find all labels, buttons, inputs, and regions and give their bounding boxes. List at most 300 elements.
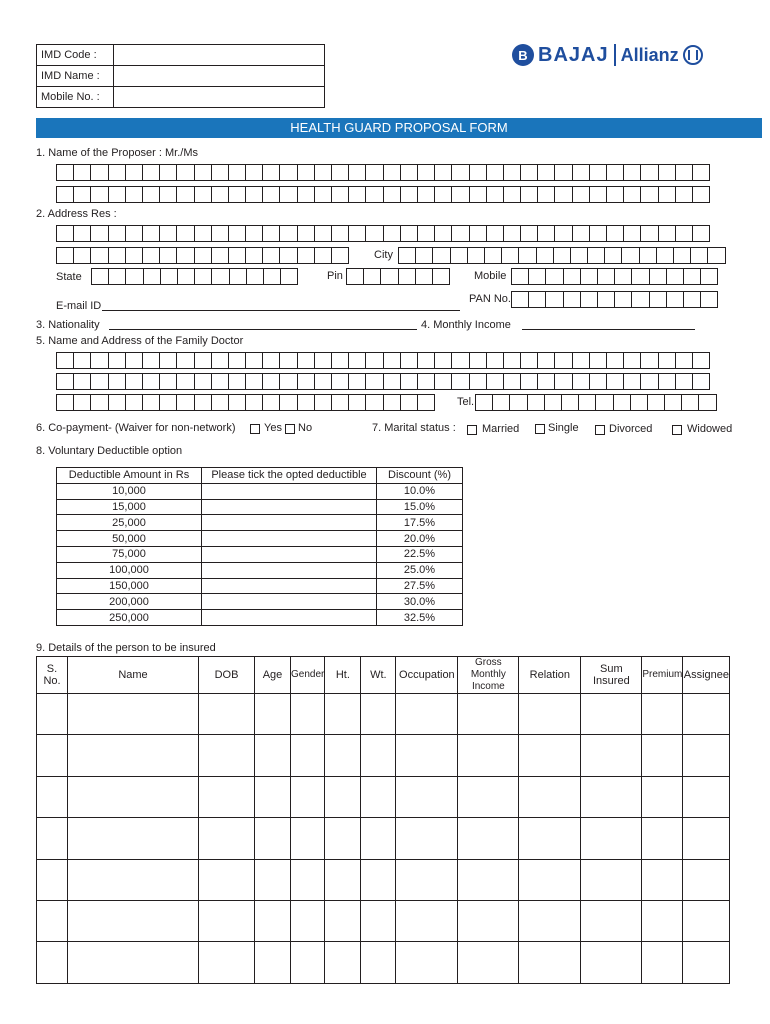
char-box[interactable] bbox=[675, 186, 693, 203]
char-box[interactable] bbox=[469, 186, 487, 203]
char-box[interactable] bbox=[537, 225, 555, 242]
insured-cell[interactable] bbox=[255, 942, 291, 983]
char-box[interactable] bbox=[518, 247, 536, 264]
insured-cell[interactable] bbox=[519, 900, 581, 941]
char-box[interactable] bbox=[554, 352, 572, 369]
insured-cell[interactable] bbox=[361, 694, 396, 735]
char-box[interactable] bbox=[194, 247, 212, 264]
char-box[interactable] bbox=[297, 247, 315, 264]
char-box[interactable] bbox=[613, 394, 631, 411]
char-box[interactable] bbox=[606, 352, 624, 369]
char-box[interactable] bbox=[159, 247, 177, 264]
char-box[interactable] bbox=[589, 186, 607, 203]
char-box[interactable] bbox=[572, 352, 590, 369]
char-box[interactable] bbox=[228, 186, 246, 203]
insured-cell[interactable] bbox=[68, 776, 199, 817]
char-box[interactable] bbox=[56, 394, 74, 411]
insured-cell[interactable] bbox=[37, 859, 68, 900]
char-box[interactable] bbox=[589, 352, 607, 369]
char-box[interactable] bbox=[228, 373, 246, 390]
insured-cell[interactable] bbox=[519, 776, 581, 817]
char-box[interactable] bbox=[56, 373, 74, 390]
char-box[interactable] bbox=[658, 373, 676, 390]
char-box[interactable] bbox=[451, 225, 469, 242]
insured-cell[interactable] bbox=[396, 942, 458, 983]
char-box[interactable] bbox=[279, 373, 297, 390]
char-box[interactable] bbox=[417, 352, 435, 369]
char-box[interactable] bbox=[700, 291, 718, 308]
char-box[interactable] bbox=[606, 225, 624, 242]
char-box[interactable] bbox=[262, 373, 280, 390]
char-box[interactable] bbox=[486, 373, 504, 390]
char-box[interactable] bbox=[520, 352, 538, 369]
char-box[interactable] bbox=[415, 268, 433, 285]
char-box[interactable] bbox=[597, 268, 615, 285]
char-box[interactable] bbox=[417, 225, 435, 242]
nationality-line[interactable] bbox=[109, 329, 417, 330]
char-box[interactable] bbox=[108, 225, 126, 242]
insured-cell[interactable] bbox=[68, 900, 199, 941]
char-box[interactable] bbox=[640, 164, 658, 181]
insured-cell[interactable] bbox=[361, 735, 396, 776]
insured-cell[interactable] bbox=[683, 776, 730, 817]
char-box[interactable] bbox=[451, 164, 469, 181]
insured-cell[interactable] bbox=[291, 735, 325, 776]
char-box[interactable] bbox=[297, 225, 315, 242]
char-box[interactable] bbox=[90, 164, 108, 181]
insured-cell[interactable] bbox=[642, 859, 683, 900]
insured-cell[interactable] bbox=[361, 900, 396, 941]
char-box[interactable] bbox=[623, 225, 641, 242]
char-box[interactable] bbox=[245, 352, 263, 369]
insured-cell[interactable] bbox=[291, 694, 325, 735]
char-box[interactable] bbox=[176, 352, 194, 369]
insured-cell[interactable] bbox=[361, 942, 396, 983]
char-box[interactable] bbox=[108, 394, 126, 411]
char-box[interactable] bbox=[383, 186, 401, 203]
char-box[interactable] bbox=[675, 373, 693, 390]
insured-cell[interactable] bbox=[291, 900, 325, 941]
char-box[interactable] bbox=[142, 186, 160, 203]
char-box[interactable] bbox=[434, 373, 452, 390]
insured-cell[interactable] bbox=[325, 859, 361, 900]
char-box[interactable] bbox=[314, 394, 332, 411]
char-box[interactable] bbox=[537, 352, 555, 369]
insured-cell[interactable] bbox=[642, 900, 683, 941]
char-box[interactable] bbox=[142, 394, 160, 411]
char-box[interactable] bbox=[604, 247, 622, 264]
char-box[interactable] bbox=[142, 225, 160, 242]
char-box[interactable] bbox=[656, 247, 674, 264]
char-box[interactable] bbox=[142, 247, 160, 264]
char-box[interactable] bbox=[125, 352, 143, 369]
char-box[interactable] bbox=[623, 186, 641, 203]
insured-cell[interactable] bbox=[199, 900, 255, 941]
insured-cell[interactable] bbox=[325, 900, 361, 941]
char-box[interactable] bbox=[365, 373, 383, 390]
insured-cell[interactable] bbox=[325, 735, 361, 776]
char-box[interactable] bbox=[503, 164, 521, 181]
char-box[interactable] bbox=[262, 225, 280, 242]
char-box[interactable] bbox=[211, 373, 229, 390]
insured-cell[interactable] bbox=[519, 942, 581, 983]
char-box[interactable] bbox=[125, 247, 143, 264]
char-box[interactable] bbox=[245, 373, 263, 390]
deductible-tick-cell[interactable] bbox=[202, 594, 377, 610]
char-box[interactable] bbox=[263, 268, 281, 285]
char-box[interactable] bbox=[469, 225, 487, 242]
char-box[interactable] bbox=[108, 352, 126, 369]
insured-cell[interactable] bbox=[325, 942, 361, 983]
char-box[interactable] bbox=[527, 394, 545, 411]
insured-cell[interactable] bbox=[683, 859, 730, 900]
divorced-checkbox[interactable] bbox=[595, 425, 605, 435]
char-box[interactable] bbox=[417, 164, 435, 181]
char-box[interactable] bbox=[417, 186, 435, 203]
char-box[interactable] bbox=[383, 373, 401, 390]
char-box[interactable] bbox=[73, 164, 91, 181]
char-box[interactable] bbox=[194, 164, 212, 181]
char-box[interactable] bbox=[595, 394, 613, 411]
char-box[interactable] bbox=[383, 352, 401, 369]
char-box[interactable] bbox=[73, 247, 91, 264]
char-box[interactable] bbox=[365, 225, 383, 242]
char-box[interactable] bbox=[125, 225, 143, 242]
char-box[interactable] bbox=[501, 247, 519, 264]
monthly-income-line[interactable] bbox=[522, 329, 695, 330]
char-box[interactable] bbox=[73, 394, 91, 411]
insured-cell[interactable] bbox=[37, 694, 68, 735]
char-box[interactable] bbox=[434, 225, 452, 242]
insured-cell[interactable] bbox=[325, 818, 361, 859]
char-box[interactable] bbox=[56, 352, 74, 369]
char-box[interactable] bbox=[570, 247, 588, 264]
char-box[interactable] bbox=[262, 247, 280, 264]
char-box[interactable] bbox=[346, 268, 364, 285]
char-box[interactable] bbox=[159, 394, 177, 411]
char-box[interactable] bbox=[245, 394, 263, 411]
char-box[interactable] bbox=[451, 373, 469, 390]
char-box[interactable] bbox=[279, 352, 297, 369]
insured-cell[interactable] bbox=[683, 694, 730, 735]
char-box[interactable] bbox=[365, 352, 383, 369]
char-box[interactable] bbox=[451, 186, 469, 203]
single-checkbox[interactable] bbox=[535, 424, 545, 434]
char-box[interactable] bbox=[398, 268, 416, 285]
insured-cell[interactable] bbox=[199, 694, 255, 735]
char-box[interactable] bbox=[365, 164, 383, 181]
char-box[interactable] bbox=[417, 394, 435, 411]
char-box[interactable] bbox=[297, 394, 315, 411]
char-box[interactable] bbox=[297, 164, 315, 181]
char-box[interactable] bbox=[639, 247, 657, 264]
char-box[interactable] bbox=[700, 268, 718, 285]
char-box[interactable] bbox=[400, 225, 418, 242]
insured-cell[interactable] bbox=[581, 942, 642, 983]
char-box[interactable] bbox=[176, 394, 194, 411]
char-box[interactable] bbox=[690, 247, 708, 264]
char-box[interactable] bbox=[589, 373, 607, 390]
pin-boxes[interactable] bbox=[346, 268, 449, 285]
char-box[interactable] bbox=[125, 268, 143, 285]
char-box[interactable] bbox=[606, 373, 624, 390]
char-box[interactable] bbox=[503, 373, 521, 390]
char-box[interactable] bbox=[666, 268, 684, 285]
char-box[interactable] bbox=[108, 268, 126, 285]
char-box[interactable] bbox=[666, 291, 684, 308]
char-box[interactable] bbox=[176, 373, 194, 390]
widowed-checkbox[interactable] bbox=[672, 425, 682, 435]
char-box[interactable] bbox=[673, 247, 691, 264]
insured-cell[interactable] bbox=[581, 694, 642, 735]
deductible-tick-cell[interactable] bbox=[202, 515, 377, 531]
char-box[interactable] bbox=[649, 291, 667, 308]
insured-cell[interactable] bbox=[199, 942, 255, 983]
char-box[interactable] bbox=[383, 164, 401, 181]
char-box[interactable] bbox=[469, 373, 487, 390]
insured-cell[interactable] bbox=[458, 900, 519, 941]
insured-cell[interactable] bbox=[396, 900, 458, 941]
char-box[interactable] bbox=[631, 268, 649, 285]
char-box[interactable] bbox=[503, 352, 521, 369]
char-box[interactable] bbox=[486, 164, 504, 181]
char-box[interactable] bbox=[314, 164, 332, 181]
email-line[interactable] bbox=[102, 310, 460, 311]
insured-cell[interactable] bbox=[255, 859, 291, 900]
char-box[interactable] bbox=[211, 394, 229, 411]
char-box[interactable] bbox=[194, 352, 212, 369]
insured-cell[interactable] bbox=[37, 735, 68, 776]
char-box[interactable] bbox=[56, 164, 74, 181]
char-box[interactable] bbox=[537, 164, 555, 181]
char-box[interactable] bbox=[544, 394, 562, 411]
insured-cell[interactable] bbox=[325, 776, 361, 817]
char-box[interactable] bbox=[331, 373, 349, 390]
char-box[interactable] bbox=[614, 268, 632, 285]
char-box[interactable] bbox=[545, 268, 563, 285]
char-box[interactable] bbox=[211, 186, 229, 203]
tel-boxes[interactable] bbox=[475, 394, 716, 411]
char-box[interactable] bbox=[554, 186, 572, 203]
char-box[interactable] bbox=[580, 268, 598, 285]
char-box[interactable] bbox=[279, 186, 297, 203]
char-box[interactable] bbox=[348, 352, 366, 369]
insured-cell[interactable] bbox=[291, 859, 325, 900]
char-box[interactable] bbox=[211, 247, 229, 264]
char-box[interactable] bbox=[73, 225, 91, 242]
insured-cell[interactable] bbox=[642, 776, 683, 817]
char-box[interactable] bbox=[383, 225, 401, 242]
char-box[interactable] bbox=[108, 186, 126, 203]
char-box[interactable] bbox=[279, 164, 297, 181]
deductible-tick-cell[interactable] bbox=[202, 531, 377, 547]
char-box[interactable] bbox=[511, 268, 529, 285]
char-box[interactable] bbox=[580, 291, 598, 308]
insured-cell[interactable] bbox=[361, 818, 396, 859]
char-box[interactable] bbox=[194, 186, 212, 203]
char-box[interactable] bbox=[486, 352, 504, 369]
insured-cell[interactable] bbox=[458, 942, 519, 983]
char-box[interactable] bbox=[125, 164, 143, 181]
char-box[interactable] bbox=[561, 394, 579, 411]
insured-cell[interactable] bbox=[519, 694, 581, 735]
char-box[interactable] bbox=[400, 186, 418, 203]
char-box[interactable] bbox=[245, 225, 263, 242]
insured-cell[interactable] bbox=[255, 735, 291, 776]
insured-cell[interactable] bbox=[396, 694, 458, 735]
insured-cell[interactable] bbox=[519, 859, 581, 900]
insured-cell[interactable] bbox=[396, 818, 458, 859]
char-box[interactable] bbox=[553, 247, 571, 264]
char-box[interactable] bbox=[159, 373, 177, 390]
char-box[interactable] bbox=[211, 268, 229, 285]
char-box[interactable] bbox=[348, 225, 366, 242]
char-box[interactable] bbox=[572, 186, 590, 203]
char-box[interactable] bbox=[90, 352, 108, 369]
insured-cell[interactable] bbox=[683, 818, 730, 859]
char-box[interactable] bbox=[509, 394, 527, 411]
char-box[interactable] bbox=[675, 225, 693, 242]
char-box[interactable] bbox=[631, 291, 649, 308]
char-box[interactable] bbox=[228, 394, 246, 411]
insured-cell[interactable] bbox=[291, 776, 325, 817]
char-box[interactable] bbox=[623, 164, 641, 181]
insured-cell[interactable] bbox=[683, 942, 730, 983]
char-box[interactable] bbox=[262, 164, 280, 181]
char-box[interactable] bbox=[142, 352, 160, 369]
char-box[interactable] bbox=[211, 225, 229, 242]
char-box[interactable] bbox=[554, 373, 572, 390]
char-box[interactable] bbox=[73, 373, 91, 390]
insured-cell[interactable] bbox=[581, 735, 642, 776]
char-box[interactable] bbox=[245, 186, 263, 203]
char-box[interactable] bbox=[692, 352, 710, 369]
char-box[interactable] bbox=[400, 352, 418, 369]
char-box[interactable] bbox=[331, 247, 349, 264]
insured-cell[interactable] bbox=[37, 776, 68, 817]
char-box[interactable] bbox=[658, 186, 676, 203]
char-box[interactable] bbox=[475, 394, 493, 411]
insured-cell[interactable] bbox=[396, 776, 458, 817]
char-box[interactable] bbox=[380, 268, 398, 285]
insured-cell[interactable] bbox=[361, 859, 396, 900]
deductible-tick-cell[interactable] bbox=[202, 499, 377, 515]
char-box[interactable] bbox=[194, 268, 212, 285]
doctor-line-1[interactable] bbox=[56, 352, 709, 369]
char-box[interactable] bbox=[348, 186, 366, 203]
city-boxes[interactable] bbox=[398, 247, 725, 264]
char-box[interactable] bbox=[90, 373, 108, 390]
char-box[interactable] bbox=[279, 394, 297, 411]
char-box[interactable] bbox=[614, 291, 632, 308]
char-box[interactable] bbox=[528, 291, 546, 308]
char-box[interactable] bbox=[194, 373, 212, 390]
char-box[interactable] bbox=[314, 352, 332, 369]
char-box[interactable] bbox=[228, 164, 246, 181]
char-box[interactable] bbox=[630, 394, 648, 411]
char-box[interactable] bbox=[492, 394, 510, 411]
insured-cell[interactable] bbox=[581, 776, 642, 817]
char-box[interactable] bbox=[432, 268, 450, 285]
char-box[interactable] bbox=[658, 164, 676, 181]
char-box[interactable] bbox=[177, 268, 195, 285]
char-box[interactable] bbox=[450, 247, 468, 264]
char-box[interactable] bbox=[262, 186, 280, 203]
char-box[interactable] bbox=[143, 268, 161, 285]
insured-cell[interactable] bbox=[458, 694, 519, 735]
doctor-line-2[interactable] bbox=[56, 373, 709, 390]
char-box[interactable] bbox=[640, 186, 658, 203]
char-box[interactable] bbox=[664, 394, 682, 411]
mobile-boxes[interactable] bbox=[511, 268, 717, 285]
char-box[interactable] bbox=[572, 225, 590, 242]
char-box[interactable] bbox=[623, 373, 641, 390]
char-box[interactable] bbox=[314, 247, 332, 264]
char-box[interactable] bbox=[675, 352, 693, 369]
insured-cell[interactable] bbox=[68, 942, 199, 983]
char-box[interactable] bbox=[348, 373, 366, 390]
char-box[interactable] bbox=[503, 225, 521, 242]
char-box[interactable] bbox=[245, 164, 263, 181]
insured-cell[interactable] bbox=[458, 776, 519, 817]
char-box[interactable] bbox=[159, 352, 177, 369]
insured-cell[interactable] bbox=[199, 776, 255, 817]
copay-no-checkbox[interactable] bbox=[285, 424, 295, 434]
char-box[interactable] bbox=[108, 247, 126, 264]
char-box[interactable] bbox=[578, 394, 596, 411]
state-boxes[interactable] bbox=[91, 268, 297, 285]
char-box[interactable] bbox=[228, 352, 246, 369]
address-line-2[interactable] bbox=[56, 247, 348, 264]
insured-cell[interactable] bbox=[581, 818, 642, 859]
insured-cell[interactable] bbox=[325, 694, 361, 735]
char-box[interactable] bbox=[434, 352, 452, 369]
insured-cell[interactable] bbox=[519, 818, 581, 859]
char-box[interactable] bbox=[73, 352, 91, 369]
char-box[interactable] bbox=[692, 373, 710, 390]
char-box[interactable] bbox=[108, 164, 126, 181]
proposer-name-line-1[interactable] bbox=[56, 164, 709, 181]
char-box[interactable] bbox=[640, 352, 658, 369]
char-box[interactable] bbox=[90, 186, 108, 203]
char-box[interactable] bbox=[90, 247, 108, 264]
char-box[interactable] bbox=[194, 225, 212, 242]
char-box[interactable] bbox=[297, 373, 315, 390]
insured-cell[interactable] bbox=[396, 859, 458, 900]
insured-cell[interactable] bbox=[68, 818, 199, 859]
char-box[interactable] bbox=[623, 352, 641, 369]
char-box[interactable] bbox=[90, 394, 108, 411]
char-box[interactable] bbox=[159, 164, 177, 181]
char-box[interactable] bbox=[56, 225, 74, 242]
char-box[interactable] bbox=[469, 352, 487, 369]
deductible-tick-cell[interactable] bbox=[202, 610, 377, 626]
char-box[interactable] bbox=[432, 247, 450, 264]
insured-cell[interactable] bbox=[581, 900, 642, 941]
char-box[interactable] bbox=[176, 225, 194, 242]
insured-cell[interactable] bbox=[255, 818, 291, 859]
insured-cell[interactable] bbox=[255, 694, 291, 735]
insured-cell[interactable] bbox=[255, 900, 291, 941]
insured-cell[interactable] bbox=[581, 859, 642, 900]
proposer-name-line-2[interactable] bbox=[56, 186, 709, 203]
char-box[interactable] bbox=[297, 186, 315, 203]
char-box[interactable] bbox=[563, 291, 581, 308]
deductible-tick-cell[interactable] bbox=[202, 562, 377, 578]
char-box[interactable] bbox=[228, 247, 246, 264]
char-box[interactable] bbox=[176, 186, 194, 203]
char-box[interactable] bbox=[486, 225, 504, 242]
